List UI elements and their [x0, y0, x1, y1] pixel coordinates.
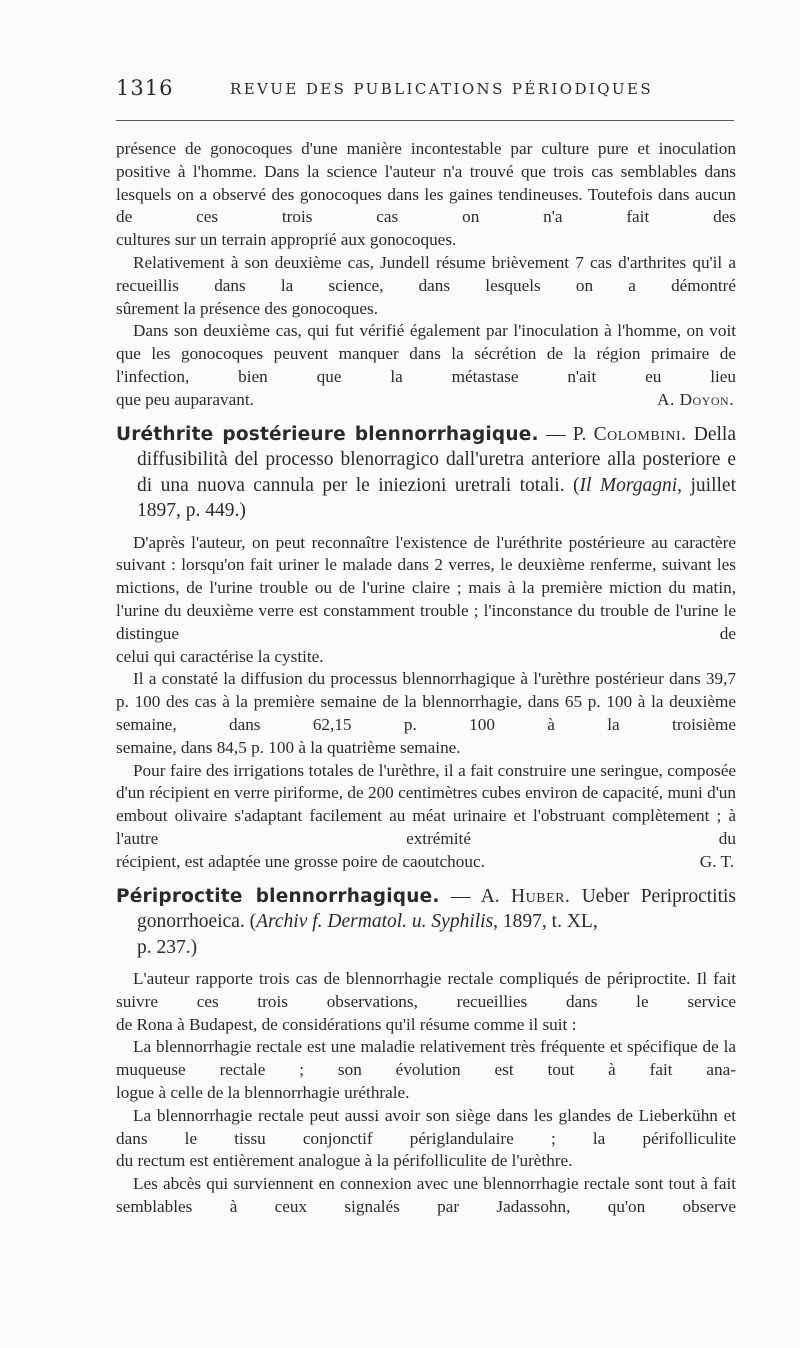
paragraph: D'après l'auteur, on peut reconnaître l'existence de l'uréthrite postérieure au caractère suivant : lorsqu'on fait uriner le malade dans 2 verres, le deuxième renferme, suivant les mictions, de l'urine trouble ou de l'urine claire ; mais à la première miction du matin, l'urine du deuxième verre est constamment trouble ; l'inconstance du trouble de l'urine le distingue de [116, 532, 736, 643]
reference-title: gonorrhoeica. ( [137, 911, 257, 933]
paragraph-end: récipient, est adaptée une grosse poire de caoutchouc. [116, 851, 485, 871]
author-name: Colombini. [593, 423, 687, 445]
paragraph: Relativement à son deuxième cas, Jundell résume brièvement 7 cas d'arthrites qu'il a recueillis dans la science, dans lesquels on a démontré [116, 252, 736, 295]
paragraph: Dans son deuxième cas, qui fut vérifié également par l'inoculation à l'homme, on voit que les gonocoques peuvent manquer dans la sécrétion de la région primaire de l'infection, bien que la métastase n'ait eu lieu [116, 321, 736, 386]
author-name: Huber. [511, 885, 571, 907]
paragraph-end: que peu auparavant. [116, 389, 254, 409]
paragraph-end: logue à celle de la blennorrhagie uréthrale. [116, 1083, 410, 1102]
running-head [116, 76, 736, 106]
paragraph: L'auteur rapporte trois cas de blennorrhagie rectale compliqués de périproctite. Il fait suivre ces trois observations, recueillies dans le service [116, 969, 736, 1011]
signature: A. Doyon. [657, 389, 734, 409]
article-body [116, 138, 736, 1219]
journal-name: Archiv f. Dermatol. u. Syphilis, [256, 911, 499, 933]
journal-name: Il Morgagni, [579, 474, 683, 496]
section-title: Périproctite blennorrhagique. [116, 885, 440, 907]
paragraph-end: semaine, dans 84,5 p. 100 à la quatrième semaine. [116, 737, 461, 757]
reference-title: diffusibilità del processo blenorragico dall'uretra anteriore alla posteriore e di una nuova cannula per le iniezioni uretrali totali. [137, 449, 736, 496]
author-separator: — P. [546, 423, 587, 445]
running-title: REVUE DES PUBLICATIONS PÉRIODIQUES [230, 80, 653, 98]
journal-open: ( [573, 474, 580, 496]
section-title: Uréthrite postérieure blennorrhagique. [116, 423, 539, 445]
signature: G. T. [699, 851, 734, 871]
journal-details: juillet 1897, p. 449.) [137, 474, 736, 522]
paragraph-end: cultures sur un terrain approprié aux gonocoques. [116, 230, 457, 250]
header-rule [116, 120, 734, 121]
author-separator: — A. [450, 885, 500, 907]
paragraph: La blennorrhagie rectale peut aussi avoir son siège dans les glandes de Lieberkühn et dans le tissu conjonctif périglandulaire ; la périfolliculite [116, 1105, 736, 1148]
reference-start: Ueber Periproctitis [581, 885, 737, 907]
journal-pages: p. 237.) [137, 936, 198, 958]
signature-line [116, 851, 736, 874]
paragraph: Pour faire des irrigations totales de l'urèthre, il a fait construire une seringue, composée d'un récipient en verre piriforme, de 200 centimètres cubes environ de capacité, muni d'un embout olivaire s'adaptant facilement au méat urinaire et l'obstruant complètement ; à l'autre extrémité du [116, 760, 736, 848]
journal-details: 1897, t. XL, [498, 911, 598, 933]
paragraph: La blennorrhagie rectale est une maladie relativement très fréquente et spécifique de la muqueuse rectale ; son évolution est tout à fait ana- [116, 1037, 736, 1080]
paragraph: Il a constaté la diffusion du processus blennorrhagique à l'urèthre postérieur dans 39,7 p. 100 des cas à la première semaine de la blennorrhagie, dans 65 p. 100 à la deuxième semaine, dans 62,15 p. 100 à la troisième [116, 669, 736, 734]
paragraph-end: sûrement la présence des gonocoques. [116, 298, 379, 318]
signature-line [116, 389, 736, 412]
paragraph-end: du rectum est entièrement analogue à la périfolliculite de l'urèthre. [116, 1151, 573, 1171]
section-heading [116, 422, 736, 524]
paragraph-end: celui qui caractérise la cystite. [116, 646, 324, 666]
paragraph: Les abcès qui surviennent en connexion avec une blennorrhagie rectale sont tout à fait semblables à ceux signalés par Jadassohn, qu'on observe [116, 1174, 736, 1216]
reference-start: Della [693, 423, 737, 445]
paragraph: présence de gonocoques d'une manière incontestable par culture pure et inoculation positive à l'homme. Dans la science l'auteur n'a trouvé que trois cas semblables dans lesquels on a observé des gonocoques dans les gaines tendineuses. Toutefois dans aucun de ces trois cas on n'a fait des [116, 139, 736, 227]
section-heading [116, 884, 736, 961]
paragraph-end: de Rona à Budapest, de considérations qu'il résume comme il suit : [116, 1014, 577, 1034]
page-number: 1316 [116, 76, 174, 100]
